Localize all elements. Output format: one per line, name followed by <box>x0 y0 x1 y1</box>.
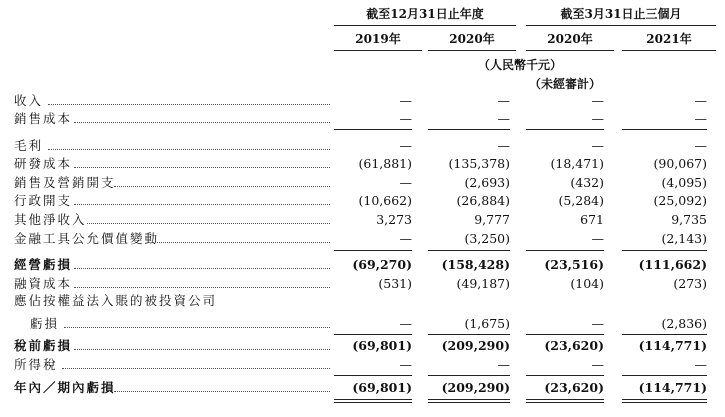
cell-value: (2,693) <box>464 175 510 190</box>
cell-value: (273) <box>673 276 707 291</box>
subtotal-rule <box>334 375 412 376</box>
table-row <box>0 155 725 173</box>
table-row <box>0 192 725 210</box>
table-row <box>0 174 725 192</box>
col-rule-4 <box>622 50 716 51</box>
cell-value: (1,675) <box>464 316 510 331</box>
leader-dots <box>87 223 330 224</box>
subtotal-rule <box>428 334 510 335</box>
cell-value: — <box>591 111 604 126</box>
cell-value: (114,771) <box>638 338 707 353</box>
table-row <box>0 110 725 128</box>
cell-value: (26,884) <box>456 193 510 208</box>
double-total-rule <box>622 402 707 403</box>
subtotal-rule <box>334 334 412 335</box>
cell-value: — <box>399 138 412 153</box>
cell-value: — <box>694 138 707 153</box>
cell-value: (209,290) <box>441 380 510 395</box>
subtotal-rule <box>428 375 510 376</box>
cell-value: (531) <box>378 276 412 291</box>
double-total-rule <box>334 402 412 403</box>
cell-value: — <box>694 93 707 108</box>
cell-value: — <box>399 231 412 246</box>
period-quarter-rule <box>526 25 716 26</box>
row-label: 其他淨收入 <box>14 212 87 227</box>
cell-value: — <box>399 316 412 331</box>
row-label: 銷售及營銷開支 <box>14 175 116 190</box>
subtotal-rule <box>526 250 604 251</box>
year-header-2020-q1: 2020年 <box>547 32 593 46</box>
table-row <box>0 275 725 293</box>
table-row <box>0 315 725 333</box>
subtotal-rule <box>428 129 510 130</box>
cell-value: (104) <box>570 276 604 291</box>
cell-value: (69,801) <box>352 338 412 353</box>
cell-value: (23,620) <box>544 338 604 353</box>
period-year-rule <box>334 25 516 26</box>
table-row <box>0 230 725 248</box>
row-label: 經營虧損 <box>14 257 73 272</box>
cell-value: — <box>591 357 604 372</box>
subtotal-rule <box>526 334 604 335</box>
table-row <box>0 379 725 397</box>
cell-value: (69,801) <box>352 380 412 395</box>
subtotal-rule <box>526 129 604 130</box>
cell-value: (69,270) <box>352 257 412 272</box>
cell-value: — <box>399 111 412 126</box>
cell-value: (18,471) <box>550 156 604 171</box>
col-rule-2 <box>428 50 516 51</box>
cell-value: (61,881) <box>358 156 412 171</box>
double-total-rule <box>334 399 412 400</box>
cell-value: 671 <box>580 212 604 227</box>
year-header-2021-q1: 2021年 <box>646 32 692 46</box>
double-total-rule <box>622 399 707 400</box>
subtotal-rule <box>428 250 510 251</box>
subtotal-rule <box>334 250 412 251</box>
subtotal-rule <box>526 375 604 376</box>
cell-value: (10,662) <box>358 193 412 208</box>
leader-dots <box>48 149 330 150</box>
leader-dots <box>74 268 330 269</box>
row-label: 研發成本 <box>14 156 73 171</box>
double-total-rule <box>428 399 510 400</box>
leader-dots <box>114 186 330 187</box>
cell-value: (158,428) <box>441 257 510 272</box>
double-total-rule <box>526 399 604 400</box>
double-total-rule <box>428 402 510 403</box>
row-label: 行政開支 <box>14 193 73 208</box>
cell-value: (209,290) <box>441 338 510 353</box>
row-label: 毛利 <box>14 138 44 153</box>
cell-value: — <box>591 316 604 331</box>
leader-dots <box>114 391 330 392</box>
subtotal-rule <box>622 250 707 251</box>
table-row <box>0 92 725 110</box>
period-year-header: 截至12月31日止年度 <box>366 7 484 21</box>
cell-value: — <box>399 357 412 372</box>
cell-value: (2,143) <box>661 231 707 246</box>
table-row <box>0 292 725 310</box>
row-label: 收入 <box>14 93 44 108</box>
leader-dots <box>152 242 330 243</box>
leader-dots <box>48 104 330 105</box>
leader-dots <box>74 287 330 288</box>
row-label: 年內／期內虧損 <box>14 380 116 395</box>
cell-value: (25,092) <box>653 193 707 208</box>
subtotal-rule <box>622 375 707 376</box>
row-label: 銷售成本 <box>14 111 73 126</box>
table-row <box>0 356 725 374</box>
year-header-2019: 2019年 <box>355 32 401 46</box>
cell-value: (135,378) <box>448 156 510 171</box>
row-label: 應佔按權益法入賬的被投資公司 <box>14 293 218 308</box>
cell-value: 9,735 <box>671 212 707 227</box>
cell-value: (23,620) <box>544 380 604 395</box>
table-row <box>0 137 725 155</box>
unaudited-note: （未經審計） <box>528 77 601 91</box>
col-rule-1 <box>334 50 422 51</box>
cell-value: (2,836) <box>661 316 707 331</box>
cell-value: (23,516) <box>544 257 604 272</box>
cell-value: (111,662) <box>638 257 707 272</box>
cell-value: (432) <box>570 175 604 190</box>
cell-value: (5,284) <box>558 193 604 208</box>
row-label: 融資成本 <box>14 276 73 291</box>
cell-value: 9,777 <box>474 212 510 227</box>
row-label: 所得稅 <box>14 357 58 372</box>
cell-value: 3,273 <box>376 212 412 227</box>
double-total-rule <box>526 402 604 403</box>
table-row <box>0 337 725 355</box>
col-rule-3 <box>526 50 614 51</box>
cell-value: — <box>399 175 412 190</box>
cell-value: — <box>399 93 412 108</box>
row-label: 稅前虧損 <box>14 338 73 353</box>
row-label: 金融工具公允價值變動 <box>14 231 160 246</box>
cell-value: — <box>694 357 707 372</box>
leader-dots <box>74 167 330 168</box>
subtotal-rule <box>334 129 412 130</box>
year-header-2020: 2020年 <box>449 32 495 46</box>
leader-dots <box>64 327 330 328</box>
cell-value: — <box>497 93 510 108</box>
cell-value: — <box>591 231 604 246</box>
table-row <box>0 211 725 229</box>
cell-value: (49,187) <box>456 276 510 291</box>
leader-dots <box>62 368 330 369</box>
cell-value: — <box>497 138 510 153</box>
subtotal-rule <box>622 334 707 335</box>
cell-value: (90,067) <box>653 156 707 171</box>
row-label: 虧損 <box>30 316 60 331</box>
cell-value: — <box>497 111 510 126</box>
table-row <box>0 256 725 274</box>
cell-value: — <box>497 357 510 372</box>
cell-value: (4,095) <box>661 175 707 190</box>
leader-dots <box>74 349 330 350</box>
cell-value: — <box>591 93 604 108</box>
subtotal-rule <box>622 129 707 130</box>
cell-value: — <box>591 138 604 153</box>
currency-note: （人民幣千元） <box>477 58 562 72</box>
cell-value: (114,771) <box>638 380 707 395</box>
leader-dots <box>74 122 330 123</box>
cell-value: (3,250) <box>464 231 510 246</box>
cell-value: — <box>694 111 707 126</box>
leader-dots <box>74 204 330 205</box>
period-quarter-header: 截至3月31日止三個月 <box>560 7 682 21</box>
